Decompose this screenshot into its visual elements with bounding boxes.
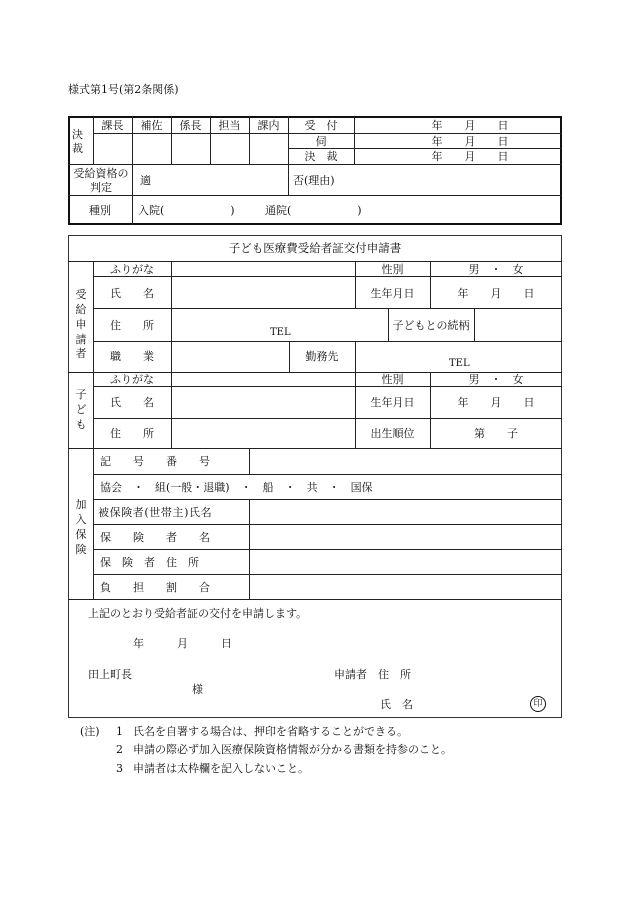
workplace-tel-label: TEL [449,358,470,369]
outpatient-option: 通院( ) [265,204,362,217]
declaration-statement: 上記のとおり受給者証の交付を申請します。 [88,607,308,620]
child-gender-options: 男 ・ 女 [468,373,524,386]
insurance-number-label: 記 号 番 号 [100,455,210,468]
child-gender-label: 性別 [381,373,404,386]
received-date: 年 月 日 [431,119,509,132]
applicant-gender-label: 性別 [381,263,404,276]
applicant-furigana-label: ふりがな [110,263,154,276]
child-name-label: 氏 名 [110,396,154,409]
kessai-label: 決裁 [72,128,83,155]
birth-order-label: 出生順位 [370,427,415,440]
declaration-date: 年 月 日 [133,637,232,650]
role-kakaricho: 係長 [179,119,202,132]
note-3-text: 申請者は太枠欄を記入しないこと。 [133,762,309,775]
role-kanai: 課内 [257,119,280,132]
received-label: 受 付 [304,119,338,132]
notes-prefix: (注) [80,725,100,738]
applicant-address-label: 申請者 住 所 [334,668,411,681]
role-kacho: 課長 [101,119,124,132]
note-2-number: 2 [116,743,123,756]
honorific: 様 [192,683,203,696]
inquiry-date: 年 月 日 [431,135,509,148]
seal-mark: 印 [530,696,546,712]
insurer-name-label: 保 険 者 名 [100,531,210,544]
note-1-text: 氏名を自署する場合は、押印を省略することができる。 [133,725,408,738]
occupation-label: 職 業 [110,350,154,363]
eligible-option: 適 [140,174,151,187]
note-2-text: 申請の際必ず加入医療保険資格情報が分かる書類を持参のこと。 [133,743,452,756]
inpatient-option: 入院( ) [138,204,235,217]
insurer-address-label: 保 険 者 住 所 [100,556,199,569]
workplace-label: 勤務先 [305,350,339,363]
applicant-address-label: 住 所 [110,319,154,332]
insurance-section-label: 加入保険 [75,498,87,556]
application-title: 子ども医療費受給者証交付申請書 [228,241,402,255]
role-hosa: 補佐 [140,119,163,132]
child-birthdate-value: 年 月 日 [457,396,535,409]
decision-date: 年 月 日 [431,150,509,163]
applicant-tel-label: TEL [270,327,291,338]
inquiry-label: 伺 [315,135,327,148]
birth-order-value: 第 子 [474,427,518,440]
decision-label: 決 裁 [304,150,338,163]
applicant-section-label: 受給申請者 [75,288,87,361]
note-3-number: 3 [116,762,123,775]
applicant-name-label: 氏 名 [380,698,413,711]
note-1-number: 1 [116,725,123,738]
role-tanto: 担当 [218,119,241,132]
applicant-birthdate-label: 生年月日 [370,287,415,300]
eligibility-label: 受給資格の判定 [73,167,129,195]
child-section-label: 子ども [75,388,87,431]
applicant-birthdate-value: 年 月 日 [457,287,535,300]
type-label: 種別 [89,204,111,217]
child-furigana-label: ふりがな [110,373,154,386]
relation-label: 子どもとの続柄 [392,319,470,332]
addressee: 田上町長 [88,668,132,681]
ineligible-option: 否(理由) [293,174,335,187]
insurance-type-options: 協会 ・ 組(一般・退職) ・ 船 ・ 共 ・ 国保 [100,481,373,494]
child-birthdate-label: 生年月日 [370,396,415,409]
applicant-name-label: 氏 名 [110,287,154,300]
burden-ratio-label: 負 担 割 合 [100,581,210,594]
applicant-gender-options: 男 ・ 女 [468,263,524,276]
form-label: 様式第1号(第2条関係) [68,83,179,96]
child-address-label: 住 所 [110,427,154,440]
insured-name-label: 被保険者(世帯主)氏名 [98,506,213,519]
